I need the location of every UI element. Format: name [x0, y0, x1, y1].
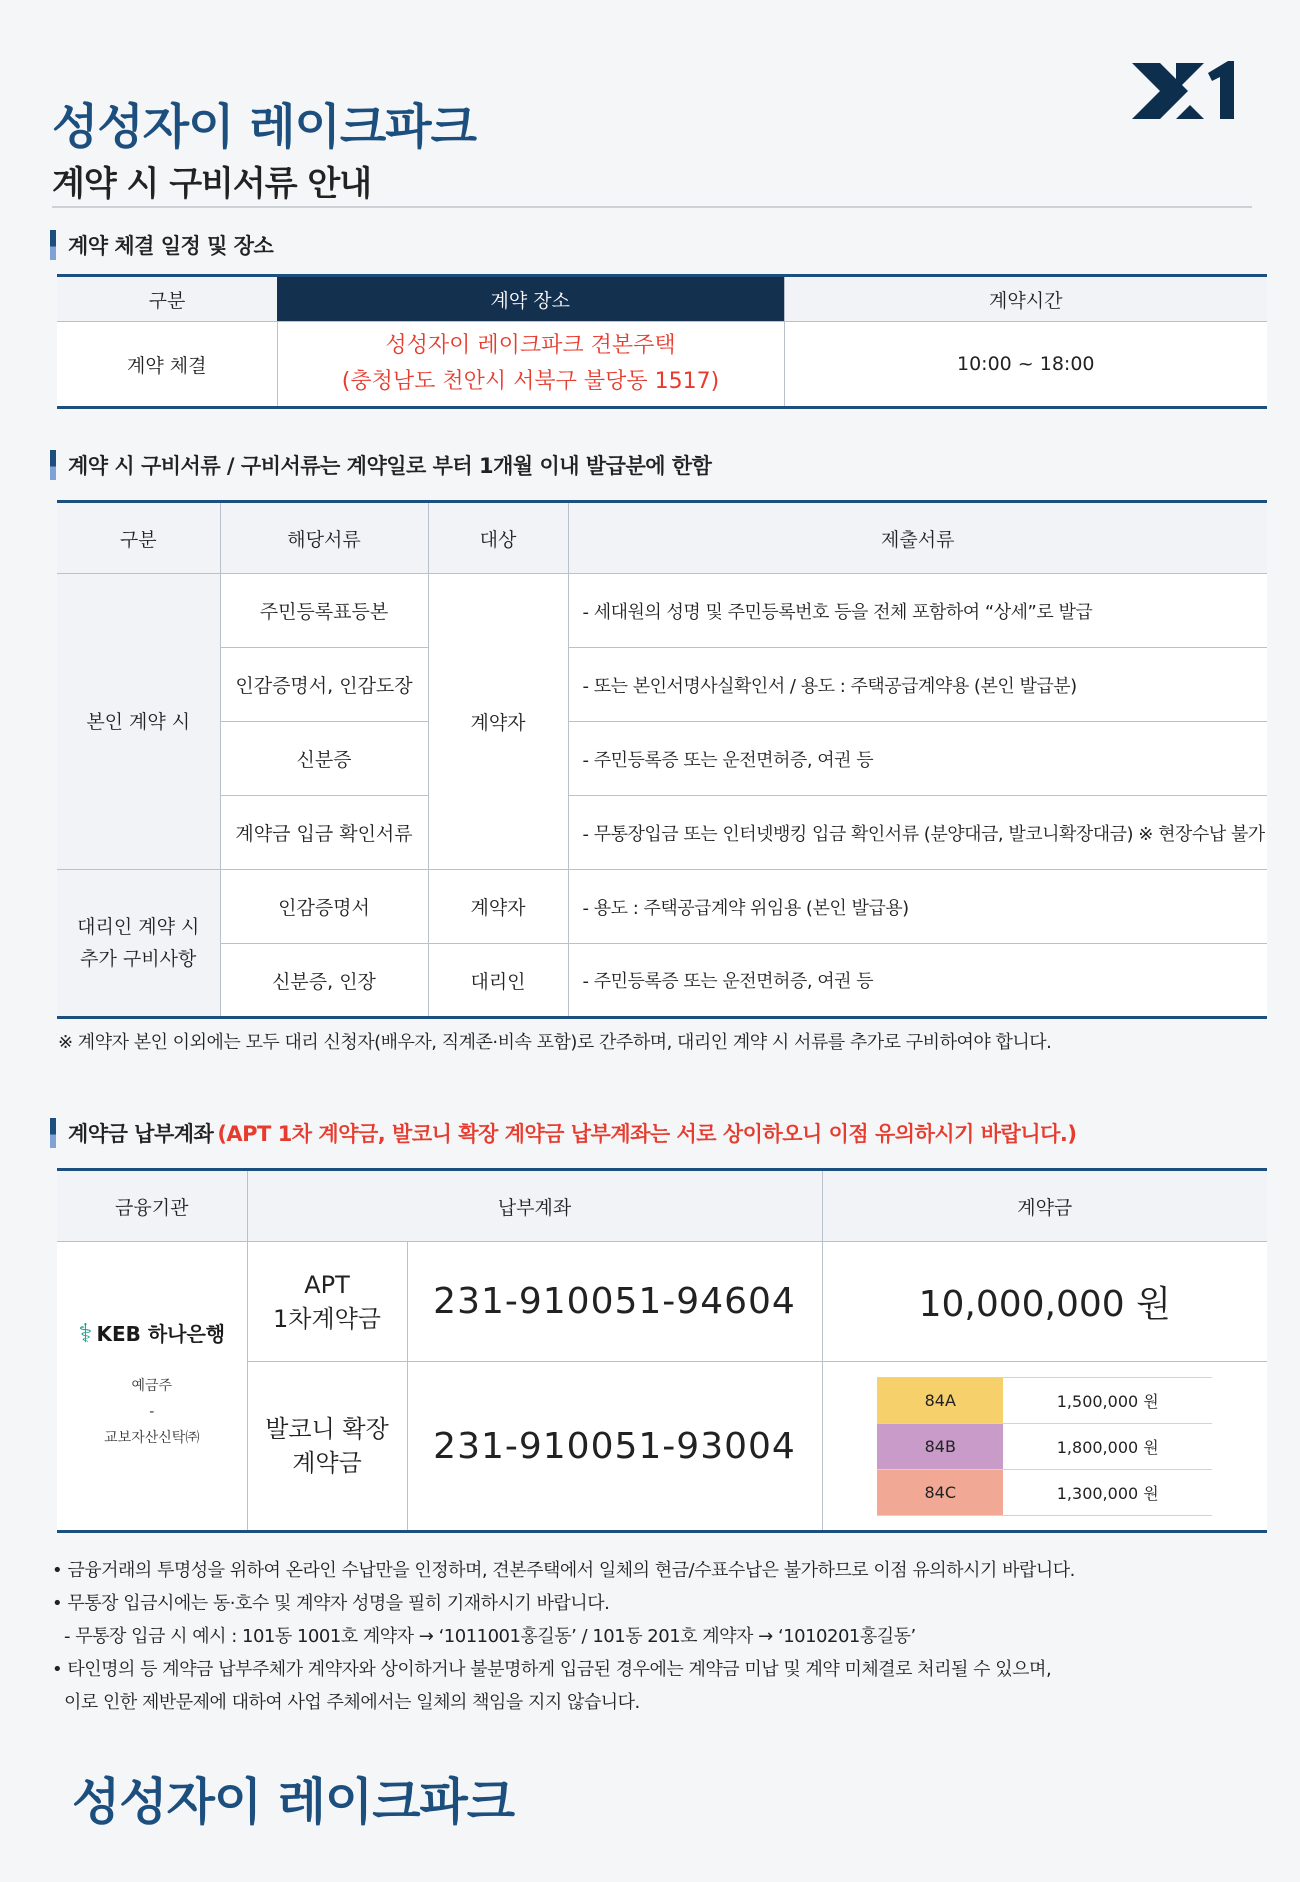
note-line: - 무통장 입금 시 예시 : 101동 1001호 계약자 → ‘1011001홍길동’ / 101동 201호 계약자 → ‘1010201홍길동’: [64, 1626, 916, 1647]
note-line: 이로 인한 제반문제에 대하여 사업 주체에서는 일체의 책임을 지지 않습니다.: [64, 1692, 640, 1713]
column-header: 계약시간: [784, 276, 1267, 322]
apt-kind: [247, 1242, 407, 1362]
bank-info: [57, 1242, 247, 1532]
unit-type: 84C: [877, 1469, 1003, 1515]
category-proxy-line1: 대리인 계약 시: [77, 916, 200, 938]
document-detail: - 무통장입금 또는 인터넷뱅킹 입금 확인서류 (분양대금, 발코니확장대금) ※ 현장수납 불가: [568, 796, 1267, 870]
table-row: [877, 1469, 1212, 1515]
category-proxy: [57, 870, 220, 1018]
section-heading-schedule: [50, 230, 273, 260]
table-row: [57, 574, 1267, 648]
note-line: • 타인명의 등 계약금 납부주체가 계약자와 상이하거나 불분명하게 입금된 경우에는 계약금 미납 및 계약 미체결로 처리될 수 있으며,: [52, 1659, 1052, 1680]
bank-logo: [57, 1321, 247, 1347]
payment-table: [57, 1168, 1267, 1533]
apt-kind-line1: APT: [304, 1270, 350, 1299]
hana-bank-icon: ⚕: [78, 1319, 93, 1349]
section-heading-text: 계약금 납부계좌: [68, 1122, 214, 1146]
column-header: 구분: [57, 502, 220, 574]
title-divider: [52, 206, 1252, 208]
holder-name: 교보자산신탁㈜: [104, 1430, 200, 1446]
place-address: (충청남도 천안시 서북구 불당동 1517): [341, 369, 720, 394]
page-title: 계약 시 구비서류 안내: [52, 164, 372, 204]
unit-amount: 1,800,000 원: [1003, 1423, 1212, 1469]
xi-logo-icon: [1130, 55, 1250, 125]
section-heading-text: 계약 체결 일정 및 장소: [68, 234, 274, 258]
table-row: [57, 648, 1267, 722]
bank-name: KEB 하나은행: [96, 1322, 226, 1346]
apt-amount: 10,000,000 원: [822, 1242, 1267, 1362]
documents-table: [57, 500, 1267, 1019]
table-cell-place: [277, 322, 784, 408]
document-detail: - 세대원의 성명 및 주민등록번호 등을 전체 포함하여 “상세”로 발급: [568, 574, 1267, 648]
document-detail: - 주민등록증 또는 운전면허증, 여권 등: [568, 944, 1267, 1018]
column-header: 대상: [428, 502, 568, 574]
document-name: 인감증명서: [220, 870, 428, 944]
table-row: [57, 796, 1267, 870]
target: 대리인: [428, 944, 568, 1018]
section-heading-text: 계약 시 구비서류 / 구비서류는 계약일로 부터 1개월 이내 발급분에 한함: [68, 454, 712, 478]
table-cell-type: 계약 체결: [57, 322, 277, 408]
balcony-amount-cell: [822, 1362, 1267, 1532]
holder-label: 예금주: [131, 1378, 173, 1394]
table-row: [877, 1423, 1212, 1469]
column-header: 납부계좌: [247, 1170, 822, 1242]
document-name: 인감증명서, 인감도장: [220, 648, 428, 722]
balcony-kind-line2: 계약금: [292, 1449, 362, 1477]
schedule-table: [57, 274, 1267, 409]
column-header: 계약금: [822, 1170, 1267, 1242]
unit-type: 84B: [877, 1423, 1003, 1469]
brand-title: 성성자이 레이크파크: [52, 99, 477, 155]
column-header: 계약 장소: [277, 276, 784, 322]
document-detail: - 또는 본인서명사실확인서 / 용도 : 주택공급계약용 (본인 발급분): [568, 648, 1267, 722]
section-heading-documents: [50, 450, 711, 480]
apt-account-number: 231-910051-94604: [407, 1242, 822, 1362]
document-name: 신분증, 인장: [220, 944, 428, 1018]
proxy-footnote: ※ 계약자 본인 이외에는 모두 대리 신청자(배우자, 직계존·비속 포함)로 간주하며, 대리인 계약 시 서류를 추가로 구비하여야 합니다.: [58, 1032, 1052, 1053]
balcony-account-number: 231-910051-93004: [407, 1362, 822, 1532]
table-row: [57, 722, 1267, 796]
payment-notes: [52, 1554, 1075, 1719]
table-row: [877, 1377, 1212, 1423]
place-name: 성성자이 레이크파크 견본주택: [385, 333, 676, 358]
category-self: 본인 계약 시: [57, 574, 220, 870]
unit-amount: 1,500,000 원: [1003, 1377, 1212, 1423]
balcony-kind: [247, 1362, 407, 1532]
balcony-type-table: [877, 1377, 1212, 1516]
category-proxy-line2: 추가 구비사항: [80, 948, 197, 970]
section-marker-icon: [50, 450, 56, 480]
account-warning: (APT 1차 계약금, 발코니 확장 계약금 납부계좌는 서로 상이하오니 이점 유의하시기 바랍니다.): [217, 1122, 1077, 1146]
table-row: [57, 870, 1267, 944]
balcony-kind-line1: 발코니 확장: [265, 1415, 389, 1443]
section-heading-account: [50, 1118, 1076, 1148]
section-marker-icon: [50, 230, 56, 260]
footer-brand: 성성자이 레이크파크: [72, 1773, 515, 1831]
document-detail: - 주민등록증 또는 운전면허증, 여권 등: [568, 722, 1267, 796]
column-header: 금융기관: [57, 1170, 247, 1242]
section-marker-icon: [50, 1118, 56, 1148]
unit-amount: 1,300,000 원: [1003, 1469, 1212, 1515]
column-header: 제출서류: [568, 502, 1267, 574]
apt-kind-line2: 1차계약금: [272, 1304, 381, 1333]
target: 계약자: [428, 870, 568, 944]
table-cell-time: 10:00 ~ 18:00: [784, 322, 1267, 408]
unit-type: 84A: [877, 1377, 1003, 1423]
column-header: 해당서류: [220, 502, 428, 574]
holder-dash: -: [149, 1404, 155, 1420]
table-row: [57, 1242, 1267, 1362]
document-name: 계약금 입금 확인서류: [220, 796, 428, 870]
note-line: • 무통장 입금시에는 동·호수 및 계약자 성명을 필히 기재하시기 바랍니다.: [52, 1593, 610, 1614]
document-detail: - 용도 : 주택공급계약 위임용 (본인 발급용): [568, 870, 1267, 944]
note-line: • 금융거래의 투명성을 위하여 온라인 수납만을 인정하며, 견본주택에서 일체의 현금/수표수납은 불가하므로 이점 유의하시기 바랍니다.: [52, 1560, 1075, 1581]
table-row: [57, 944, 1267, 1018]
document-name: 주민등록표등본: [220, 574, 428, 648]
column-header: 구분: [57, 276, 277, 322]
target-contractor: 계약자: [428, 574, 568, 870]
document-name: 신분증: [220, 722, 428, 796]
